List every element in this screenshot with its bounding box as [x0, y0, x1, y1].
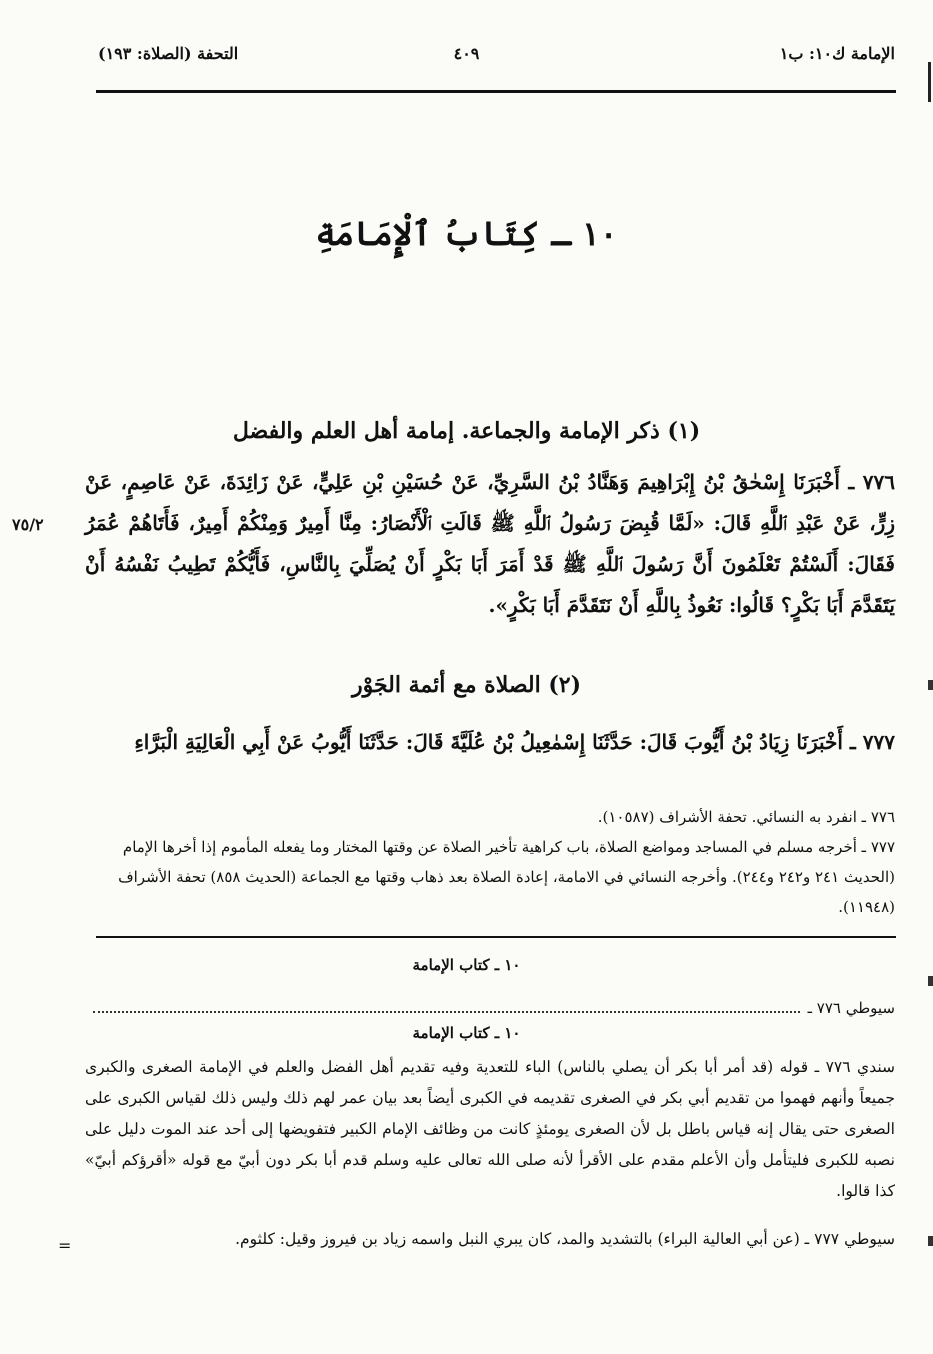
edge-mark — [928, 62, 931, 102]
margin-reference: ٧٥/٢ — [12, 515, 44, 534]
sindi-commentary: سندي ٧٧٦ ـ قوله (قد أمر أبا بكر أن يصلي بالناس) الباء للتعدية وفيه تقديم أهل الفضل والعلم في الإمامة الصغرى والكبرى جميعاً وأنهم فهموا من تقديم أبي بكر في الصغرى تقديمه في الكبرى أيضاً بعد بيان عمر لهم ذلك وليس ذلك لقياس الكبرى على الصغرى حتى يقال إنه قياس باطل بل لأن الصغرى يومئذٍ كانت من وظائف الإمام الكبير فتفويضها إلى أحد عند الموت دليل على نصبه للكبرى فليتأمل وأن الأعلم مقدم على الأقرأ لأنه صلى الله تعالى عليه وسلم قدم أبا بكر دون أبيّ مع قوله «أقرؤكم أبيّ» كذا قالوا. — [85, 1058, 895, 1200]
section-title-2: (٢) الصلاة مع أئمة الجَوْر — [351, 672, 582, 698]
hadith-776: ٧٧٦ ـ أَخْبَرَنَا إِسْحٰقُ بْنُ إِبْرَاهِيمَ وَهَنَّادُ بْنُ السَّرِيِّ، عَنْ حُسَيْنِ بْنِ عَلِيٍّ، عَنْ زَائِدَةَ، عَنْ عَاصِمٍ، عَنْ زِرٍّ، عَنْ عَبْدِ ٱللَّهِ قَالَ: «لَمَّا قُبِضَ رَسُولُ ٱللَّهِ ﷺ قَالَتِ ٱلْأَنْصَارُ: مِنَّا أَمِيرٌ وَمِنْكُمْ أَمِيرٌ، فَأَتَاهُمْ عُمَرُ فَقَالَ: أَلَسْتُمْ تَعْلَمُونَ أَنَّ رَسُولَ ٱللَّهِ ﷺ قَدْ أَمَرَ أَبَا بَكْرٍ أَنْ يُصَلِّيَ بِالنَّاسِ، فَأَيُّكُمْ تَطِيبُ نَفْسُهُ أَنْ يَتَقَدَّمَ أَبَا بَكْرٍ؟ قَالُوا: نَعُوذُ بِاللَّهِ أَنْ نَتَقَدَّمَ أَبَا بَكْرٍ». — [85, 470, 895, 617]
edge-mark — [928, 976, 933, 986]
continuation-mark: = — [58, 1236, 72, 1255]
siyuti-776-label: سيوطي ٧٧٦ ـ — [807, 999, 895, 1017]
edge-mark — [928, 680, 933, 690]
hadith-777: ٧٧٧ ـ أَخْبَرَنَا زِيَادُ بْنُ أَيُّوبَ قَالَ: حَدَّثَنَا إِسْمٰعِيلُ بْنُ عُلَيَّةَ قَالَ: حَدَّثَنَا أَيُّوبُ عَنْ أَبِي الْعَالِيَةِ الْبَرَّاءِ — [134, 730, 895, 754]
section-title-1: (١) ذكر الإمامة والجماعة. إمامة أهل العلم والفضل — [232, 418, 701, 444]
book-title: ١٠ ـ كِتَابُ ٱلْإِمَامَةِ — [315, 214, 618, 253]
chapter-reference: الإمامة ك١٠: ب١ — [779, 44, 895, 63]
commentary-heading-1: ١٠ ـ كتاب الإمامة — [412, 956, 521, 974]
siyuti-777-commentary: سيوطي ٧٧٧ ـ (عن أبي العالية البراء) بالتشديد والمد، كان يبري النبل واسمه زياد بن فيروز وقيل: كلثوم. — [235, 1230, 895, 1248]
commentary-heading-2: ١٠ ـ كتاب الإمامة — [412, 1024, 521, 1042]
header-rule — [96, 90, 896, 93]
running-title: التحفة (الصلاة: ١٩٣) — [98, 44, 239, 63]
edge-mark — [928, 1236, 933, 1246]
footnote-rule — [96, 936, 896, 938]
dotted-leader — [93, 1003, 800, 1013]
page-number: ٤٠٩ — [453, 44, 480, 63]
footnote-777: ٧٧٧ ـ أخرجه مسلم في المساجد ومواضع الصلاة، باب كراهية تأخير الصلاة عن وقتها المختار وما يفعله المأموم إذا أخرها الإمام (الحديث ٢٤١ و٢٤٢ و٢٤٤). وأخرجه النسائي في الامامة، إعادة الصلاة بعد ذهاب وقتها مع الجماعة (الحديث ٨٥٨) تحفة الأشراف (١١٩٤٨). — [118, 838, 895, 916]
footnote-776: ٧٧٦ ـ انفرد به النسائي. تحفة الأشراف (١٠٥٨٧). — [597, 808, 895, 826]
siyuti-776-line — [85, 996, 895, 1020]
